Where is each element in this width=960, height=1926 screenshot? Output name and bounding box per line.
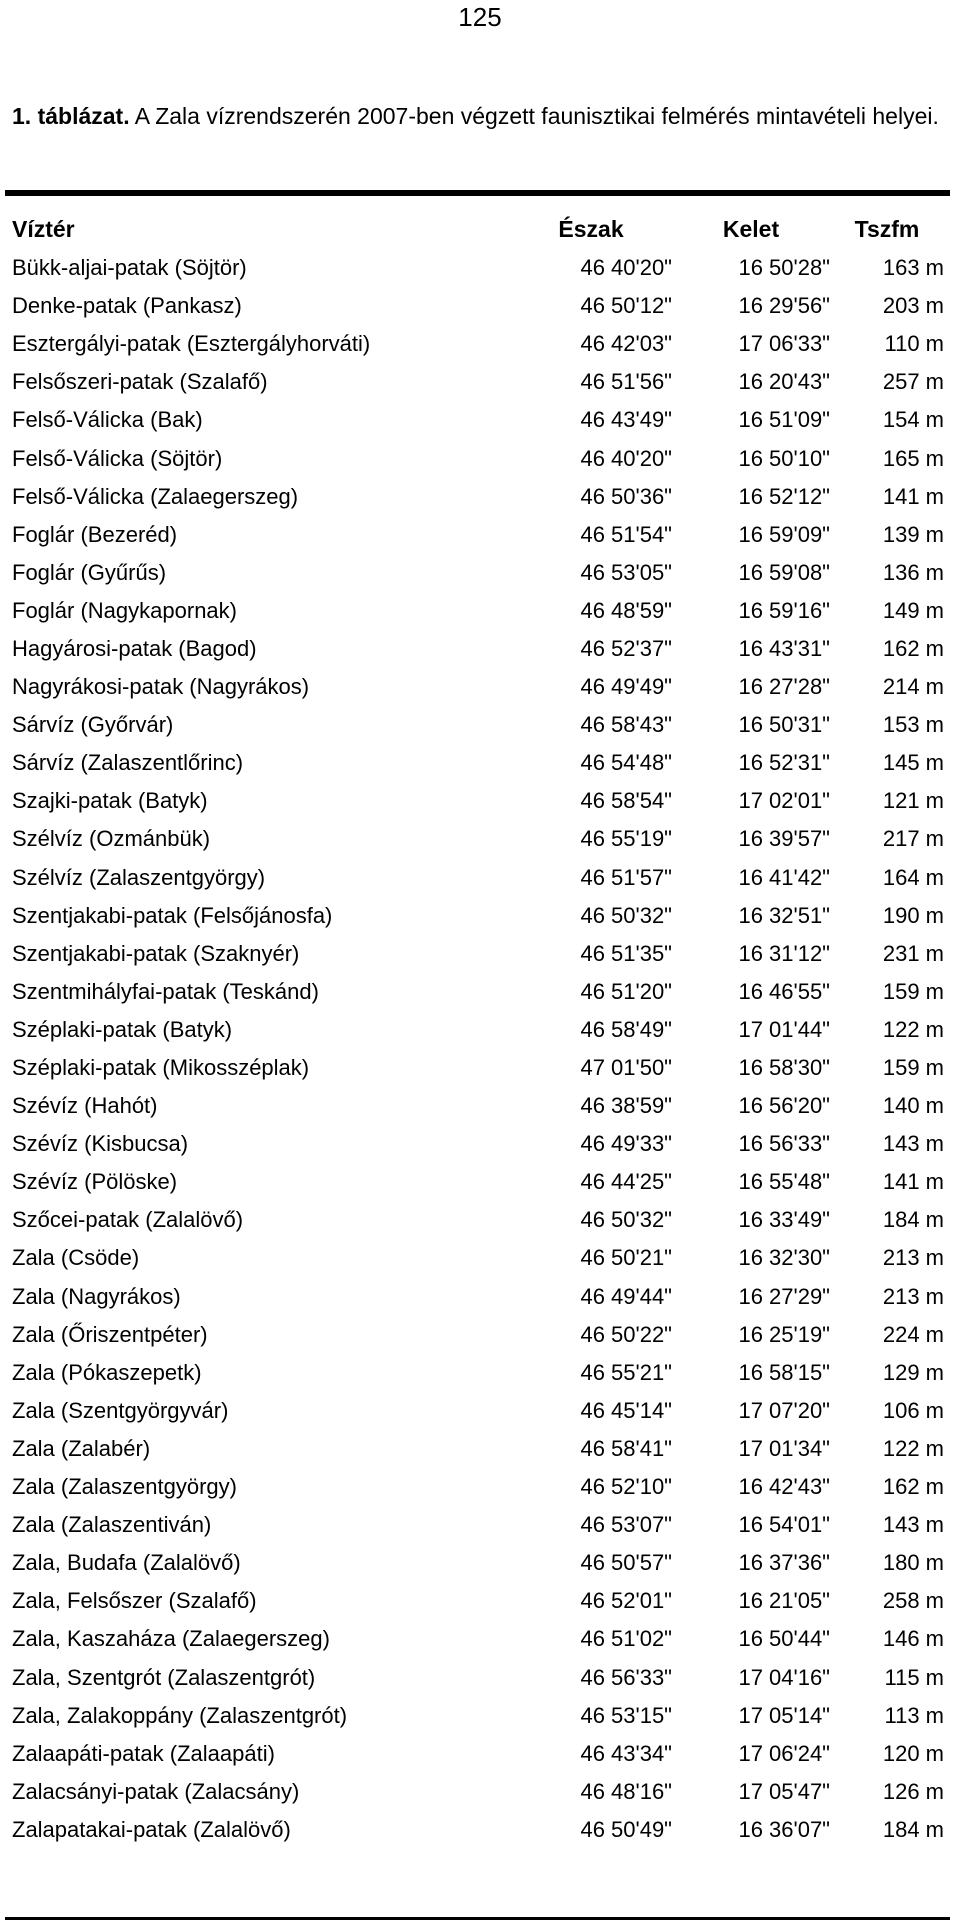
cell-altitude: 165 m: [882, 445, 944, 471]
cell-east: 16 56'33": [738, 1131, 830, 1157]
cell-altitude: 110 m: [884, 331, 944, 357]
cell-north: 46 44'25": [580, 1169, 672, 1195]
cell-site: Zala (Nagyrákos): [12, 1283, 181, 1309]
cell-east: 16 59'16": [738, 597, 830, 623]
cell-altitude: 113 m: [884, 1702, 944, 1728]
header-eszak: Észak: [558, 215, 624, 242]
cell-altitude: 164 m: [882, 864, 944, 890]
cell-site: Szentmihályfai-patak (Teskánd): [12, 978, 319, 1004]
cell-site: Zala (Szentgyörgyvár): [12, 1397, 229, 1423]
table-row: [12, 363, 944, 401]
cell-north: 46 49'49": [580, 674, 672, 700]
cell-site: Zala, Kaszaháza (Zalaegerszeg): [12, 1626, 330, 1652]
cell-north: 46 51'02": [580, 1626, 672, 1652]
cell-altitude: 140 m: [882, 1093, 944, 1119]
cell-altitude: 122 m: [882, 1016, 944, 1042]
cell-east: 16 42'43": [738, 1474, 830, 1500]
cell-altitude: 163 m: [882, 255, 944, 281]
cell-east: 17 05'47": [738, 1778, 830, 1804]
cell-altitude: 162 m: [882, 635, 944, 661]
table-row: [12, 1735, 944, 1773]
table-row: [12, 935, 944, 973]
cell-altitude: 136 m: [882, 559, 944, 585]
cell-east: 17 05'14": [738, 1702, 830, 1728]
cell-east: 16 20'43": [738, 369, 830, 395]
cell-east: 16 27'29": [738, 1283, 830, 1309]
cell-east: 16 32'30": [738, 1245, 830, 1271]
cell-east: 16 51'09": [738, 407, 830, 433]
cell-site: Hagyárosi-patak (Bagod): [12, 635, 257, 661]
table-top-rule: [5, 190, 950, 196]
cell-north: 46 53'05": [580, 559, 672, 585]
table-row: [12, 706, 944, 744]
cell-north: 47 01'50": [580, 1055, 672, 1081]
table-row: [12, 1773, 944, 1811]
cell-east: 16 27'28": [738, 674, 830, 700]
cell-site: Széplaki-patak (Batyk): [12, 1016, 233, 1042]
cell-site: Foglár (Bezeréd): [12, 521, 178, 547]
cell-north: 46 50'36": [580, 483, 672, 509]
table-bottom-rule: [5, 1917, 950, 1920]
table-row: [12, 1658, 944, 1696]
cell-site: Felsőszeri-patak (Szalafő): [12, 369, 268, 395]
table-caption-label: 1. táblázat.: [12, 103, 130, 129]
table-row: [12, 1620, 944, 1658]
cell-north: 46 50'21": [580, 1245, 672, 1271]
cell-north: 46 48'59": [580, 597, 672, 623]
cell-east: 16 55'48": [738, 1169, 830, 1195]
cell-altitude: 217 m: [882, 826, 944, 852]
cell-north: 46 55'19": [580, 826, 672, 852]
cell-altitude: 159 m: [882, 1055, 944, 1081]
cell-site: Bükk-aljai-patak (Söjtör): [12, 255, 247, 281]
table-row: [12, 744, 944, 782]
cell-north: 46 40'20": [580, 255, 672, 281]
cell-north: 46 58'54": [580, 788, 672, 814]
cell-east: 17 04'16": [738, 1664, 830, 1690]
cell-east: 16 50'28": [738, 255, 830, 281]
cell-north: 46 54'48": [580, 750, 672, 776]
table-row: [12, 287, 944, 325]
cell-site: Zala (Őriszentpéter): [12, 1321, 208, 1347]
cell-site: Zala (Zalabér): [12, 1435, 151, 1461]
cell-altitude: 120 m: [882, 1740, 944, 1766]
cell-altitude: 213 m: [882, 1245, 944, 1271]
cell-north: 46 43'49": [580, 407, 672, 433]
cell-east: 16 32'51": [738, 902, 830, 928]
table-row: [12, 1049, 944, 1087]
cell-east: 16 56'20": [738, 1093, 830, 1119]
cell-east: 16 25'19": [738, 1321, 830, 1347]
table-row: [12, 1316, 944, 1354]
cell-site: Felső-Válicka (Söjtör): [12, 445, 223, 471]
table-row: [12, 1506, 944, 1544]
table-row: [12, 1011, 944, 1049]
table-header-row: [12, 209, 944, 249]
cell-site: Esztergályi-patak (Esztergályhorváti): [12, 331, 371, 357]
table-caption-text: A Zala vízrendszerén 2007-ben végzett faunisztikai felmérés mintavételi helyei.: [129, 103, 939, 129]
cell-altitude: 203 m: [882, 293, 944, 319]
cell-altitude: 141 m: [882, 483, 944, 509]
cell-altitude: 154 m: [882, 407, 944, 433]
cell-site: Sárvíz (Győrvár): [12, 712, 174, 738]
page-number: 125: [458, 2, 502, 32]
table-row: [12, 1392, 944, 1430]
cell-east: 16 50'10": [738, 445, 830, 471]
cell-altitude: 162 m: [882, 1474, 944, 1500]
cell-east: 16 59'09": [738, 521, 830, 547]
cell-north: 46 51'57": [580, 864, 672, 890]
table-row: [12, 1087, 944, 1125]
cell-altitude: 115 m: [884, 1664, 944, 1690]
cell-north: 46 58'43": [580, 712, 672, 738]
table-row: [12, 1468, 944, 1506]
cell-altitude: 159 m: [882, 978, 944, 1004]
cell-altitude: 139 m: [882, 521, 944, 547]
cell-site: Nagyrákosi-patak (Nagyrákos): [12, 674, 310, 700]
cell-altitude: 143 m: [882, 1512, 944, 1538]
cell-north: 46 52'37": [580, 635, 672, 661]
cell-altitude: 184 m: [882, 1207, 944, 1233]
cell-north: 46 42'03": [580, 331, 672, 357]
table-caption: [12, 100, 952, 133]
cell-north: 46 49'44": [580, 1283, 672, 1309]
cell-east: 16 33'49": [738, 1207, 830, 1233]
cell-site: Zala, Budafa (Zalalövő): [12, 1550, 241, 1576]
cell-east: 16 52'31": [738, 750, 830, 776]
cell-north: 46 51'20": [580, 978, 672, 1004]
cell-north: 46 38'59": [580, 1093, 672, 1119]
cell-site: Felső-Válicka (Bak): [12, 407, 203, 433]
cell-north: 46 53'15": [580, 1702, 672, 1728]
cell-altitude: 214 m: [882, 674, 944, 700]
header-viziter: Víztér: [12, 215, 75, 242]
table-row: [12, 630, 944, 668]
cell-north: 46 50'22": [580, 1321, 672, 1347]
cell-site: Zala (Zalaszentgyörgy): [12, 1474, 237, 1500]
cell-east: 17 07'20": [738, 1397, 830, 1423]
table-row: [12, 820, 944, 858]
cell-site: Zala, Zalakoppány (Zalaszentgrót): [12, 1702, 348, 1728]
cell-site: Szentjakabi-patak (Szaknyér): [12, 940, 300, 966]
cell-site: Zala (Csöde): [12, 1245, 140, 1271]
cell-east: 16 31'12": [738, 940, 830, 966]
cell-site: Szentjakabi-patak (Felsőjánosfa): [12, 902, 333, 928]
cell-altitude: 106 m: [882, 1397, 944, 1423]
cell-east: 16 54'01": [738, 1512, 830, 1538]
table-row: [12, 897, 944, 935]
cell-altitude: 258 m: [882, 1588, 944, 1614]
cell-east: 17 06'33": [738, 331, 830, 357]
cell-north: 46 58'49": [580, 1016, 672, 1042]
table-body: [12, 249, 944, 1849]
cell-east: 16 21'05": [738, 1588, 830, 1614]
cell-altitude: 180 m: [882, 1550, 944, 1576]
cell-north: 46 55'21": [580, 1359, 672, 1385]
cell-altitude: 231 m: [882, 940, 944, 966]
cell-site: Szélvíz (Ozmánbük): [12, 826, 211, 852]
table-row: [12, 1354, 944, 1392]
cell-north: 46 50'32": [580, 1207, 672, 1233]
table-row: [12, 249, 944, 287]
cell-site: Szélvíz (Zalaszentgyörgy): [12, 864, 266, 890]
cell-altitude: 184 m: [882, 1816, 944, 1842]
cell-north: 46 45'14": [580, 1397, 672, 1423]
table-row: [12, 325, 944, 363]
cell-site: Széplaki-patak (Mikosszéplak): [12, 1055, 310, 1081]
table-row: [12, 401, 944, 439]
cell-east: 16 39'57": [738, 826, 830, 852]
cell-altitude: 190 m: [882, 902, 944, 928]
table-row: [12, 1239, 944, 1277]
cell-altitude: 141 m: [882, 1169, 944, 1195]
cell-site: Zala (Zalaszentiván): [12, 1512, 212, 1538]
table-row: [12, 592, 944, 630]
table-row: [12, 554, 944, 592]
cell-altitude: 145 m: [882, 750, 944, 776]
cell-east: 16 58'15": [738, 1359, 830, 1385]
table-row: [12, 1278, 944, 1316]
cell-east: 16 59'08": [738, 559, 830, 585]
cell-site: Zalacsányi-patak (Zalacsány): [12, 1778, 300, 1804]
table-row: [12, 1697, 944, 1735]
cell-north: 46 51'35": [580, 940, 672, 966]
header-tszfm: Tszfm: [854, 215, 920, 242]
cell-east: 16 52'12": [738, 483, 830, 509]
cell-north: 46 51'56": [580, 369, 672, 395]
cell-east: 16 41'42": [738, 864, 830, 890]
table-row: [12, 1125, 944, 1163]
cell-north: 46 56'33": [580, 1664, 672, 1690]
cell-north: 46 50'12": [580, 293, 672, 319]
cell-site: Zalaapáti-patak (Zalaapáti): [12, 1740, 275, 1766]
cell-site: Szévíz (Hahót): [12, 1093, 158, 1119]
cell-north: 46 50'32": [580, 902, 672, 928]
cell-north: 46 58'41": [580, 1435, 672, 1461]
table-row: [12, 516, 944, 554]
cell-east: 16 46'55": [738, 978, 830, 1004]
table-row: [12, 1582, 944, 1620]
cell-east: 16 58'30": [738, 1055, 830, 1081]
cell-east: 17 01'34": [738, 1435, 830, 1461]
table-row: [12, 1163, 944, 1201]
cell-site: Zalapatakai-patak (Zalalövő): [12, 1816, 291, 1842]
cell-east: 17 02'01": [738, 788, 830, 814]
cell-altitude: 126 m: [882, 1778, 944, 1804]
table-row: [12, 782, 944, 820]
cell-altitude: 257 m: [882, 369, 944, 395]
cell-north: 46 49'33": [580, 1131, 672, 1157]
cell-north: 46 50'57": [580, 1550, 672, 1576]
cell-east: 16 29'56": [738, 293, 830, 319]
cell-east: 16 43'31": [738, 635, 830, 661]
cell-site: Szajki-patak (Batyk): [12, 788, 208, 814]
cell-north: 46 52'10": [580, 1474, 672, 1500]
table-row: [12, 1811, 944, 1849]
cell-altitude: 129 m: [882, 1359, 944, 1385]
cell-east: 17 06'24": [738, 1740, 830, 1766]
cell-site: Szévíz (Pölöske): [12, 1169, 178, 1195]
cell-site: Szévíz (Kisbucsa): [12, 1131, 189, 1157]
table-row: [12, 973, 944, 1011]
cell-altitude: 224 m: [882, 1321, 944, 1347]
cell-site: Szőcei-patak (Zalalövő): [12, 1207, 244, 1233]
cell-east: 16 50'44": [738, 1626, 830, 1652]
cell-north: 46 52'01": [580, 1588, 672, 1614]
cell-east: 17 01'44": [738, 1016, 830, 1042]
sampling-sites-table: [12, 209, 944, 1849]
cell-altitude: 213 m: [882, 1283, 944, 1309]
cell-site: Zala, Felsőszer (Szalafő): [12, 1588, 257, 1614]
table-row: [12, 478, 944, 516]
cell-altitude: 149 m: [882, 597, 944, 623]
cell-north: 46 53'07": [580, 1512, 672, 1538]
cell-altitude: 122 m: [882, 1435, 944, 1461]
cell-site: Foglár (Gyűrűs): [12, 559, 167, 585]
cell-north: 46 43'34": [580, 1740, 672, 1766]
cell-north: 46 50'49": [580, 1816, 672, 1842]
cell-altitude: 146 m: [882, 1626, 944, 1652]
cell-east: 16 37'36": [738, 1550, 830, 1576]
cell-site: Felső-Válicka (Zalaegerszeg): [12, 483, 299, 509]
cell-site: Sárvíz (Zalaszentlőrinc): [12, 750, 244, 776]
table-row: [12, 859, 944, 897]
table-row: [12, 668, 944, 706]
table-row: [12, 439, 944, 477]
cell-site: Denke-patak (Pankasz): [12, 293, 242, 319]
cell-east: 16 50'31": [738, 712, 830, 738]
table-row: [12, 1430, 944, 1468]
table-row: [12, 1544, 944, 1582]
cell-east: 16 36'07": [738, 1816, 830, 1842]
cell-altitude: 121 m: [882, 788, 944, 814]
cell-site: Foglár (Nagykapornak): [12, 597, 237, 623]
cell-altitude: 143 m: [882, 1131, 944, 1157]
cell-north: 46 48'16": [580, 1778, 672, 1804]
cell-north: 46 40'20": [580, 445, 672, 471]
cell-altitude: 153 m: [882, 712, 944, 738]
cell-site: Zala, Szentgrót (Zalaszentgrót): [12, 1664, 316, 1690]
cell-site: Zala (Pókaszepetk): [12, 1359, 202, 1385]
header-kelet: Kelet: [722, 215, 780, 242]
cell-north: 46 51'54": [580, 521, 672, 547]
table-row: [12, 1201, 944, 1239]
